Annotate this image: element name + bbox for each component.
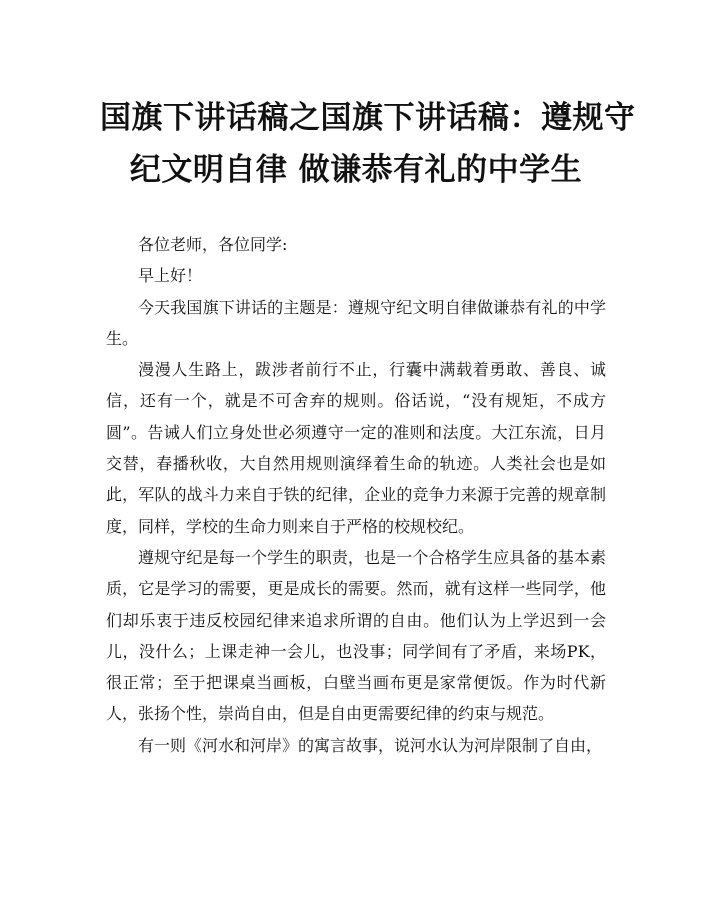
- document-title-line-1: 国旗下讲话稿之国旗下讲话稿：遵规守: [100, 100, 636, 136]
- body-paragraph: 漫漫人生路上，跋涉者前行不止，行囊中满载着勇敢、善良、诚信，还有一个，就是不可舍弃的规则。俗话说，“没有规矩，不成方圆”。告诫人们立身处世必须遵守一定的准则和法度。大江东流，日月交替，春播秋收，大自然用规则演绎着生命的轨迹。人类社会也是如此，军队的战斗力来自于铁的纪律，企业的竞争力来源于完善的规章制度，同样，学校的生命力则来自于严格的校规校纪。: [106, 360, 606, 536]
- salutation: 各位老师，各位同学:: [138, 235, 288, 254]
- body-paragraph: 今天我国旗下讲话的主题是：遵规守纪文明自律做谦恭有礼的中学生。: [106, 297, 606, 348]
- body-paragraph: 有一则《河水和河岸》的寓言故事，说河水认为河岸限制了自由，: [138, 735, 603, 755]
- body-paragraph: 遵规守纪是每一个学生的职责，也是一个合格学生应具备的基本素质，它是学习的需要，更是成长的需要。然而，就有这样一些同学，他们却乐衷于违反校园纪律来追求所谓的自由。他们认为上学迟到一会儿，没什么；上课走神一会儿，也没事；同学间有了矛盾，来场PK，很正常；至于把课桌当画板，白壁当画布更是家常便饭。作为时代新人，张扬个性，崇尚自由，但是自由更需要纪律的约束与规范。: [106, 547, 606, 724]
- document-body: [106, 229, 606, 761]
- document-title-line-2: 纪文明自律 做谦恭有礼的中学生: [129, 152, 583, 188]
- greeting: 早上好！: [138, 266, 203, 286]
